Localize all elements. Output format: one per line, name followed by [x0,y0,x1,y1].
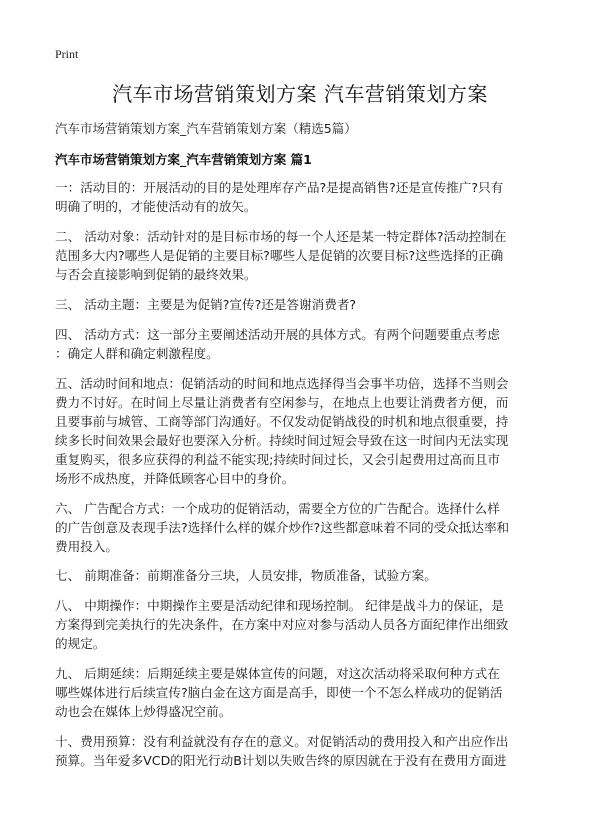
paragraph-line: 预算。当年爱多VCD的阳光行动B计划以失败告终的原因就在于没有在费用方面进 [55,753,507,768]
paragraph-1-purpose [55,178,545,216]
paragraph-line: 五、活动时间和地点：促销活动的时间和地点选择得当会事半功倍，选择不当则会 [55,376,509,391]
print-label: Print [55,47,79,61]
paragraph-line: 与否会直接影响到促销的最终效果。 [55,267,257,282]
paragraph-line: 三、 活动主题：主要是为促销?宣传?还是答谢消费者? [55,297,357,312]
paragraph-2-target [55,227,545,284]
paragraph-line: 八、 中期操作：中期操作主要是活动纪律和现场控制。 纪律是战斗力的保证，是 [55,598,504,613]
paragraph-line: 一：活动目的：开展活动的目的是处理库存产品?是提高销售?还是宣传推广?只有 [55,180,504,195]
paragraph-8-mid-operation [55,596,545,653]
paragraph-line: 六、 广告配合方式：一个成功的促销活动，需要全方位的广告配合。选择什么样 [55,501,500,516]
paragraph-4-method [55,325,545,363]
paragraph-line: 方案得到完美执行的先决条件，在方案中对应对参与活动人员各方面纪律作出细致 [55,617,509,632]
paragraph-line: 的广告创意及表现手法?选择什么样的媒介炒作?这些都意味着不同的受众抵达率和 [55,520,510,535]
paragraph-6-advertising [55,499,545,556]
paragraph-line: 二、 活动对象：活动针对的是目标市场的每一个人还是某一特定群体?活动控制在 [55,229,507,244]
paragraph-line: 十、费用预算：没有利益就没有存在的意义。对促销活动的费用投入和产出应作出 [55,734,509,749]
section-heading: 汽车市场营销策划方案_汽车营销策划方案 篇1 [55,152,312,167]
paragraph-line: 且要事前与城管、工商等部门沟通好。不仅发动促销战役的时机和地点很重要，持 [55,414,509,429]
document-title: 汽车市场营销策划方案 汽车营销策划方案 [112,82,488,106]
paragraph-7-preparation [55,566,545,585]
paragraph-line: 四、 活动方式：这一部分主要阐述活动开展的具体方式。有两个问题要重点考虑 [55,327,500,342]
paragraph-line: 的规定。 [55,636,106,651]
paragraph-line: 费力不讨好。在时间上尽量让消费者有空闲参与，在地点上也要让消费者方便，而 [55,395,509,410]
paragraph-line: 续多长时间效果会最好也要深入分析。持续时间过短会导致在这一时间内无法实现 [55,433,509,448]
paragraph-5-time-place [55,374,545,488]
paragraph-10-budget [55,732,545,770]
paragraph-line: 动也会在媒体上炒得盛况空前。 [55,704,232,719]
paragraph-line: 场形不成热度，并降低顾客心目中的身价。 [55,471,295,486]
paragraph-3-theme [55,295,545,314]
paragraph-9-follow-up [55,664,545,721]
paragraph-line: 七、 前期准备：前期准备分三块，人员安排，物质准备，试验方案。 [55,568,437,583]
paragraph-line: 重复购买，很多应获得的利益不能实现;持续时间过长，又会引起费用过高而且市 [55,452,501,467]
paragraph-line: 范围多大内?哪些人是促销的主要目标?哪些人是促销的次要目标?这些选择的正确 [55,248,504,263]
paragraph-line: ：确定人群和确定刺激程度。 [55,346,219,361]
document-subtitle: 汽车市场营销策划方案_汽车营销策划方案（精选5篇） [55,121,357,136]
paragraph-line: 明确了明的，才能使活动有的放矢。 [55,199,257,214]
paragraph-line: 费用投入。 [55,539,118,554]
paragraph-line: 九、 后期延续：后期延续主要是媒体宣传的问题，对这次活动将采取何种方式在 [55,666,500,681]
paragraph-line: 哪些媒体进行后续宣传?脑白金在这方面是高手，即使一个不怎么样成功的促销活 [55,685,503,700]
